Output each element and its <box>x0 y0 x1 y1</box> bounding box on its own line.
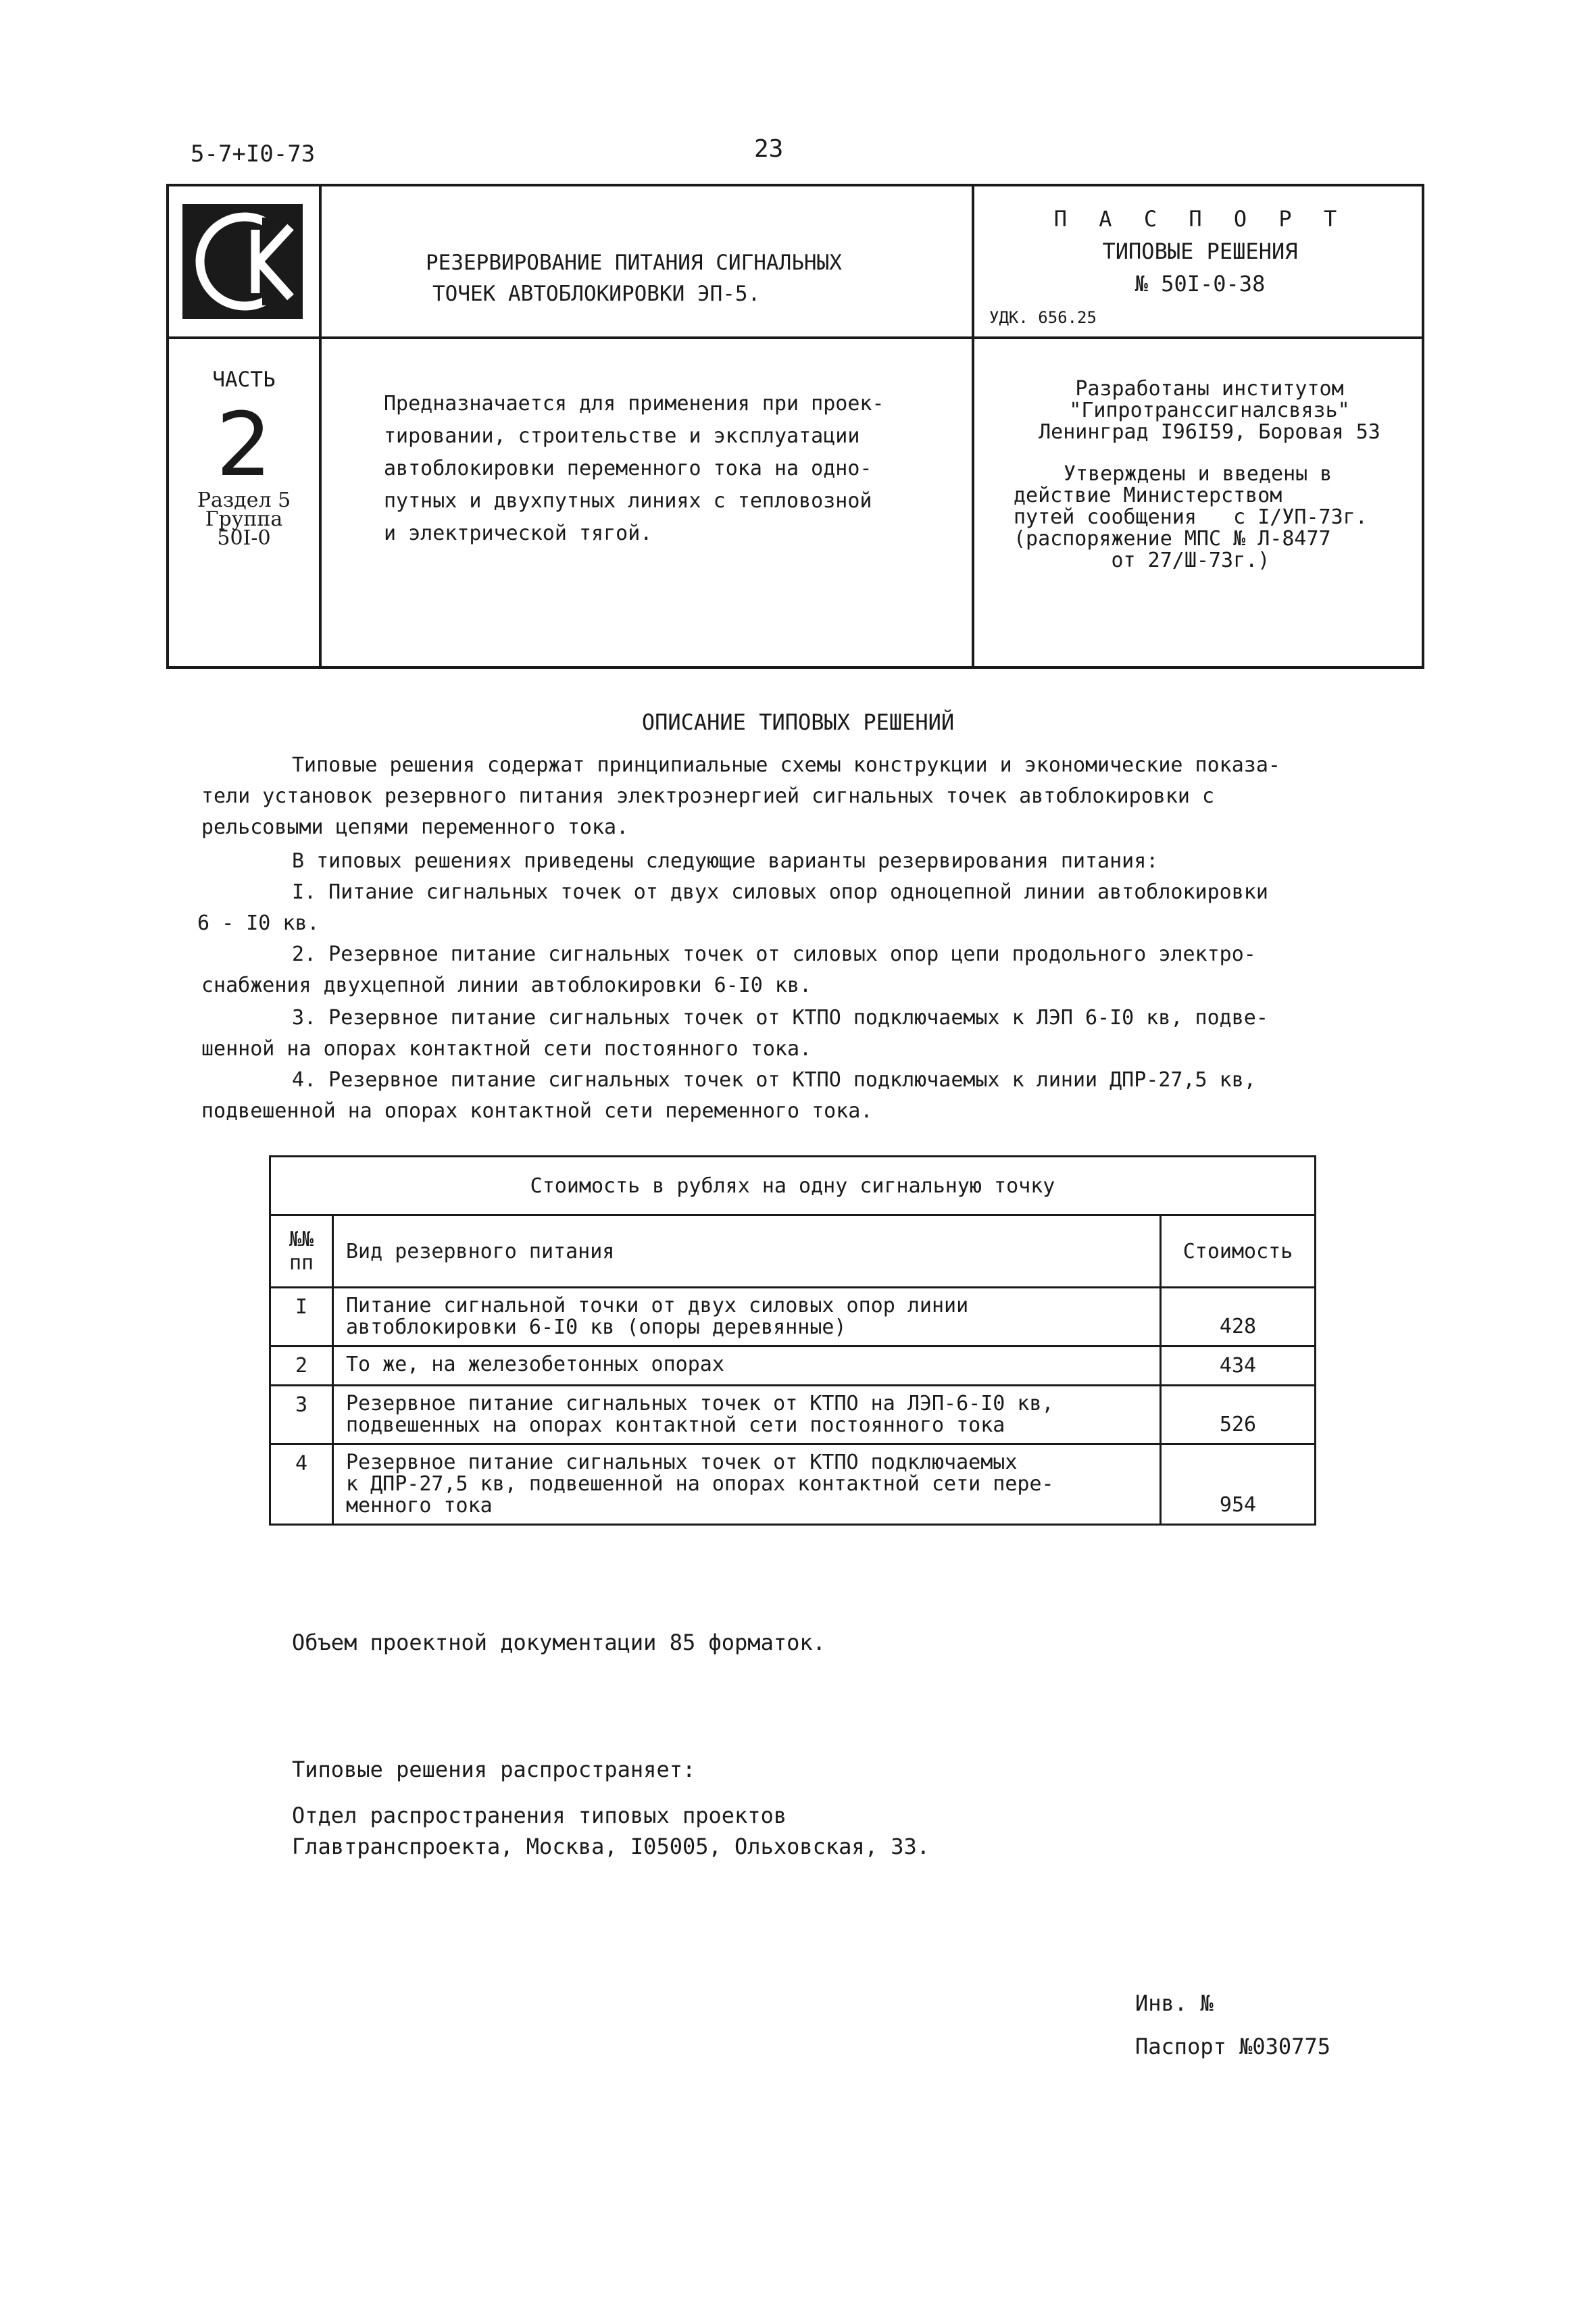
ck-logo-icon <box>182 204 303 319</box>
distribution-address <box>292 1800 930 1862</box>
row-text-line: менного тока <box>346 1494 493 1517</box>
intro-line: рельсовыми цепями переменного тока. <box>201 815 629 839</box>
row-text-line: Резервное питание сигнальных точек от КТПО подключаемых <box>346 1451 1018 1474</box>
documentation-volume: Объем проектной документации 85 форматок. <box>292 1630 826 1655</box>
group-label: Группа <box>205 507 283 531</box>
approval-info <box>1014 463 1419 572</box>
variants-intro: В типовых решениях приведены следующие варианты резервирования питания: <box>292 849 1159 873</box>
table-row <box>270 1288 1316 1347</box>
header-box <box>166 184 1424 669</box>
variant-line: 3. Резервное питание сигнальных точек от КТПО подключаемых к ЛЭП 6-I0 кв, подве- <box>292 1006 1268 1030</box>
variant-line: 2. Резервное питание сигнальных точек от силовых опор цепи продольного электро- <box>292 942 1256 966</box>
variant-line: подвешенной на опорах контактной сети переменного тока. <box>201 1099 873 1123</box>
table-caption: Стоимость в рублях на одну сигнальную точку <box>270 1157 1316 1215</box>
row-number: I <box>270 1288 333 1347</box>
purpose-line: и электрической тягой. <box>384 522 653 545</box>
title-line: ТОЧЕК АВТОБЛОКИРОВКИ ЭП-5. <box>432 282 761 306</box>
row-text-line: подвешенных на опорах контактной сети постоянного тока <box>346 1413 1005 1437</box>
header-divider-left <box>319 186 322 666</box>
section-title: ОПИСАНИЕ ТИПОВЫХ РЕШЕНИЙ <box>641 709 955 735</box>
row-number: 3 <box>270 1386 333 1444</box>
row-text-line: Питание сигнальной точки от двух силовых опор линии <box>346 1294 969 1317</box>
header-type: Вид резервного питания <box>333 1215 1161 1288</box>
developer-line: "Гипротранссигналсвязь" <box>1069 399 1350 422</box>
developer-info <box>1000 378 1419 443</box>
header-cost: Стоимость <box>1161 1215 1316 1288</box>
intro-line: Типовые решения содержат принципиальные схемы конструкции и экономические показа- <box>292 753 1280 777</box>
row-cost: 954 <box>1161 1444 1316 1525</box>
inventory-number: Инв. № <box>1135 1990 1214 2016</box>
purpose-line: путных и двухпутных линиях с тепловозной <box>384 489 872 513</box>
approval-line: Утверждены и введены в <box>1064 462 1332 486</box>
row-text-line: То же, на железобетонных опорах <box>346 1353 724 1376</box>
part-label: ЧАСТЬ <box>212 368 276 392</box>
row-text-line: автоблокировки 6-I0 кв (опоры деревянные) <box>346 1315 847 1339</box>
variant-line: шенной на опорах контактной сети постоянного тока. <box>201 1037 812 1061</box>
row-text-line: Резервное питание сигнальных точек от КТПО на ЛЭП-6-I0 кв, <box>346 1392 1054 1415</box>
row-description <box>333 1444 1161 1525</box>
solution-number: № 50I-0-38 <box>1134 271 1266 297</box>
section-label: Раздел 5 <box>197 488 291 512</box>
purpose-line: автоблокировки переменного тока на одно- <box>384 457 872 480</box>
row-cost: 526 <box>1161 1386 1316 1444</box>
distribution-line: Главтранспроекта, Москва, I05005, Ольховская, 33. <box>292 1834 930 1859</box>
part-number: 2 <box>216 393 272 496</box>
purpose-line: Предназначается для применения при проек- <box>384 392 884 416</box>
variant-line: снабжения двухцепной линии автоблокировки 6-I0 кв. <box>201 974 812 997</box>
intro-paragraph <box>201 750 1364 843</box>
purpose-line: тировании, строительстве и эксплуатации <box>384 424 860 448</box>
table-row <box>270 1347 1316 1386</box>
table-row <box>270 1386 1316 1444</box>
intro-line: тели установок резервного питания электроэнергией сигнальных точек автоблокировки с <box>201 784 1215 808</box>
group-number: 50I-0 <box>217 526 271 550</box>
row-description <box>333 1288 1161 1347</box>
variant-line: 6 - I0 кв. <box>197 911 320 935</box>
row-description <box>333 1386 1161 1444</box>
part-column <box>169 339 319 549</box>
purpose-text <box>384 388 965 550</box>
approval-line: (распоряжение МПС № Л-8477 <box>1014 527 1331 551</box>
row-number: 2 <box>270 1347 333 1386</box>
row-cost: 428 <box>1161 1288 1316 1347</box>
variant-line: I. Питание сигнальных точек от двух силовых опор одноцепной линии автоблокировки <box>292 880 1268 904</box>
typical-solutions-label: ТИПОВЫЕ РЕШЕНИЯ <box>1102 238 1298 264</box>
variant-1 <box>197 877 1364 939</box>
developer-line: Разработаны институтом <box>1075 377 1344 401</box>
developer-line: Ленинград I96I59, Боровая 53 <box>1039 420 1380 444</box>
title-line: РЕЗЕРВИРОВАНИЕ ПИТАНИЯ СИГНАЛЬНЫХ <box>426 251 842 275</box>
passport-number: Паспорт №030775 <box>1135 2034 1330 2059</box>
variant-2 <box>201 939 1364 1001</box>
table-row <box>270 1444 1316 1525</box>
udk-code: УДК. 656.25 <box>989 308 1097 327</box>
row-text-line: к ДПР-27,5 кв, подвешенной на опорах контактной сети пере- <box>346 1472 1054 1496</box>
distribution-title: Типовые решения распространяет: <box>292 1757 696 1782</box>
page-number: 23 <box>754 135 784 163</box>
passport-block <box>977 203 1423 300</box>
row-number: 4 <box>270 1444 333 1525</box>
approval-line: действие Министерством <box>1014 484 1282 507</box>
variant-3 <box>201 1003 1364 1065</box>
cost-table <box>269 1155 1316 1526</box>
approval-line: путей сообщения с I/УП-73г. <box>1014 505 1368 529</box>
document-title <box>426 247 912 309</box>
header-number: №№ пп <box>270 1215 333 1288</box>
variant-line: 4. Резервное питание сигнальных точек от КТПО подключаемых к линии ДПР-27,5 кв, <box>292 1068 1256 1092</box>
document-code: 5-7+I0-73 <box>191 141 316 168</box>
distribution-line: Отдел распространения типовых проектов <box>292 1803 787 1828</box>
row-description <box>333 1347 1161 1386</box>
header-divider-right <box>972 186 974 666</box>
approval-line: от 27/Ш-73г.) <box>1014 549 1270 572</box>
passport-label: П А С П О Р Т <box>1053 206 1347 232</box>
header-divider-horizontal <box>169 336 1422 339</box>
row-cost: 434 <box>1161 1347 1316 1386</box>
variant-4 <box>201 1065 1364 1127</box>
